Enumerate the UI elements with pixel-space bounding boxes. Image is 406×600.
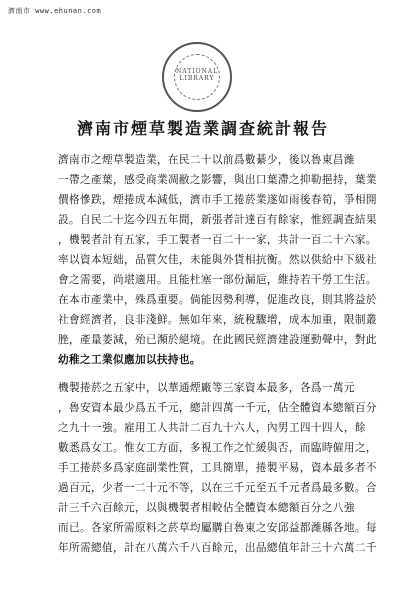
p2-line: 機製捲菸之五家中，以華通煙廠等三家資本最多，各爲一萬元 xyxy=(58,382,355,394)
p2-line: 數悉爲女工。惟女工方面，多視工作之忙緩與否，而臨時僱用之， xyxy=(58,442,377,454)
p1-line: 會之需要，尚堪適用。且能杜塞一部份漏巵，維持若干勞工生活。 xyxy=(58,274,377,286)
p1-line: 在本市產業中，殊爲重要。倘能因勢利導，促進改良，則其將益於 xyxy=(58,294,377,306)
paragraph-gap xyxy=(58,370,392,378)
p1-line: 社會經濟者，良非淺鮮。無如年來，統稅驟增，成本加重，限制叢 xyxy=(58,314,377,326)
p1-line: 脞，產量萎減，殆已瀕於絕境。在此國民經濟建設運動聲中，對此 xyxy=(58,334,377,346)
report-title: 濟南市煙草製造業調查統計報告 xyxy=(76,119,329,138)
p1-line: 幼稚之工業似應加以扶持也。 xyxy=(58,354,201,366)
p1-line: 濟南市之煙草製造業，在民二十以前爲數綦少，後以魯東昌濰 xyxy=(58,154,355,166)
p2-line: ，魯安資本最少爲五千元，總計四萬一千元，佔全體資本總額百分 xyxy=(58,402,377,414)
p1-line: 一帶之產葉，感受商業凋敝之影響，與出口葉滯之抑勒挹持，葉業 xyxy=(58,174,377,186)
header-mark: 濟南市 www.ehunan.com xyxy=(8,7,102,15)
p2-line: 之九十一強。雇用工人共計二百九十六人，內男工四十四人，餘 xyxy=(58,422,366,434)
p2-line: 而已。各家所需原料之菸草均屬購自魯東之安邱益都濰縣各地。每 xyxy=(58,522,377,534)
p1-line: 率以資本短絀，品質欠佳，未能與外貨相抗衡。然以供給中下級社 xyxy=(58,254,377,266)
p2-line: 年所需總值，計在八萬六千八百餘元，出品總值年計三十六萬二千 xyxy=(58,542,377,554)
p2-line: 過百元，少者一二十元不等，以在三千元至五千元者爲最多數。合 xyxy=(58,482,377,494)
p1-line: 設。自民二十迄今四五年間，新張者計達百有餘家，惟經調查結果 xyxy=(58,214,377,226)
p1-line: 價格慘跌，煙捲成本減低，濟市手工捲菸業遂如雨後春筍，爭相開 xyxy=(58,194,377,206)
report-body xyxy=(58,150,392,558)
stamp-text: NATIONAL LIBRARY xyxy=(175,68,219,82)
p2-line: 手工捲菸多爲家庭副業性質，工具簡單，捲製平易，資本最多者不 xyxy=(58,462,377,474)
p2-line: 計三千六百餘元，以與機製者相較佔全體資本總額百分之八強 xyxy=(58,502,355,514)
p1-line: ，機製者計有五家，手工製者一百二十一家，共計一百二十六家。 xyxy=(58,234,377,246)
library-stamp xyxy=(162,42,232,112)
